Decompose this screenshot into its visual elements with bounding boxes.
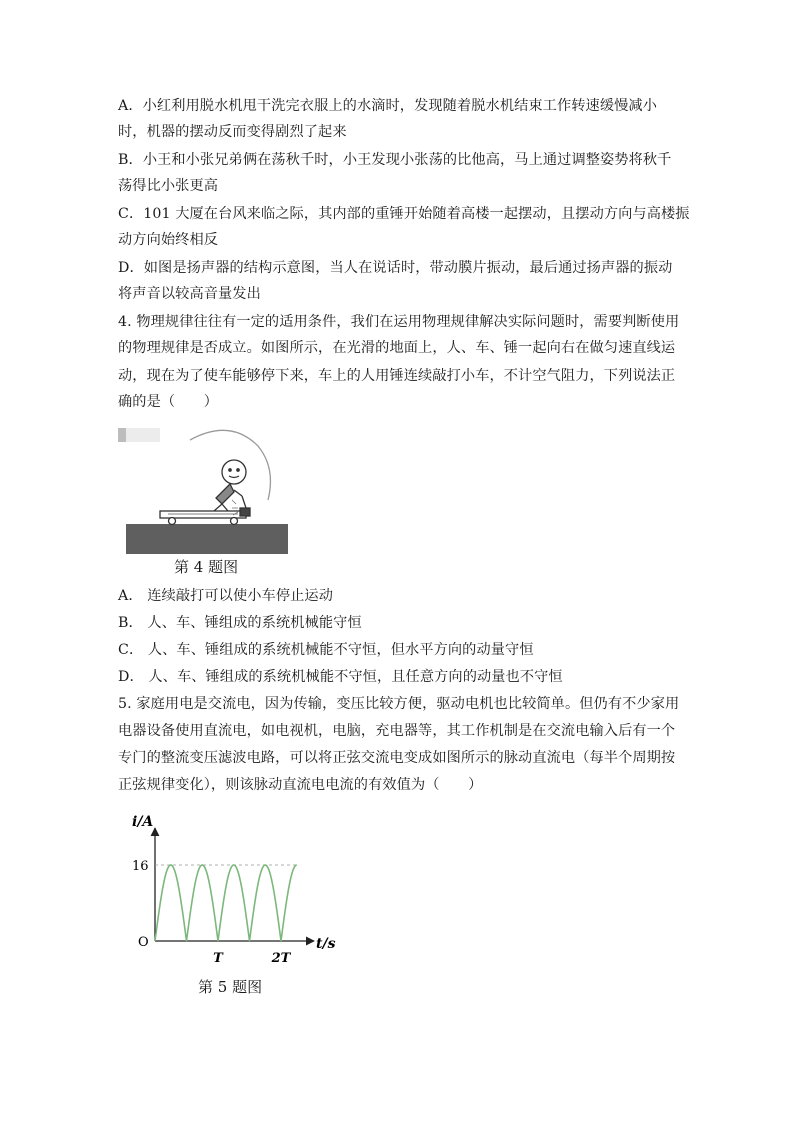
x-tick-2T: 2T (271, 951, 291, 966)
pulsating-dc-curve (155, 865, 297, 941)
q5-stem-line-2: 电器设备使用直流电，如电视机，电脑，充电器等，其工作机制是在交流电输入后有一个 (118, 723, 676, 739)
q4-option-d: D． 人、车、锤组成的系统机械能不守恒，且任意方向的动量也不守恒 (118, 669, 563, 685)
q4-option-b: B． 人、车、锤组成的系统机械能守恒 (118, 615, 362, 631)
option-c-line-2: 动方向始终相反 (118, 232, 219, 248)
q4-option-a: A． 连续敲打可以使小车停止运动 (118, 588, 333, 604)
option-c-line-1: C．101 大厦在台风来临之际，其内部的重锤开始随着高楼一起摆动，且摆动方向与高楼振 (118, 206, 690, 222)
q4-stem-line-4: 确的是（ ） (118, 394, 219, 410)
q4-stem-line-1: 4. 物理规律往往有一定的适用条件，我们在运用物理规律解决实际问题时，需要判断使用 (118, 314, 680, 330)
q5-stem-line-1: 5. 家庭用电是交流电，因为传输，变压比较方便，驱动电机也比较简单。但仍有不少家用 (118, 696, 680, 712)
q5-stem-line-4: 正弦规律变化），则该脉动直流电电流的有效值为（ ） (118, 777, 483, 793)
q4-figure-caption: 第 4 题图 (174, 558, 239, 576)
y-axis-label: i/A (132, 814, 154, 830)
cart-icon (160, 511, 246, 525)
option-a-line-2: 时，机器的摆动反而变得剧烈了起来 (118, 124, 347, 140)
option-b-line-2: 荡得比小张更高 (118, 178, 219, 194)
q4-stem-line-3: 动，现在为了使车能够停下来，车上的人用锤连续敲打小车，不计空气阻力，下列说法正 (118, 368, 676, 384)
q4-option-c: C． 人、车、锤组成的系统机械能不守恒，但水平方向的动量守恒 (118, 642, 534, 658)
option-d-line-2: 将声音以较高音量发出 (118, 286, 261, 302)
q4-stem-line-2: 的物理规律是否成立。如图所示，在光滑的地面上，人、车、锤一起向右在做匀速直线运 (118, 340, 676, 356)
origin-label: O (138, 935, 149, 950)
option-a-line-1: A．小红利用脱水机甩干洗完衣服上的水滴时，发现随着脱水机结束工作转速缓慢减小 (118, 98, 657, 114)
person-icon (214, 460, 246, 511)
ground-block (126, 524, 288, 554)
y-tick-16: 16 (132, 859, 149, 874)
x-axis-label: t/s (316, 936, 336, 952)
option-b-line-1: B．小王和小张兄弟俩在荡秋千时，小王发现小张荡的比他高，马上通过调整姿势将秋千 (118, 152, 672, 168)
x-tick-T: T (213, 951, 223, 966)
q5-figure-caption: 第 5 题图 (198, 978, 263, 996)
q4-figure-illustration (118, 424, 290, 554)
option-d-line-1: D．如图是扬声器的结构示意图，当人在说话时，带动膜片振动，最后通过扬声器的振动 (118, 260, 673, 276)
q5-stem-line-3: 专门的整流变压滤波电路，可以将正弦交流电变成如图所示的脉动直流电（每半个周期按 (118, 750, 676, 766)
q5-current-chart (126, 810, 346, 970)
